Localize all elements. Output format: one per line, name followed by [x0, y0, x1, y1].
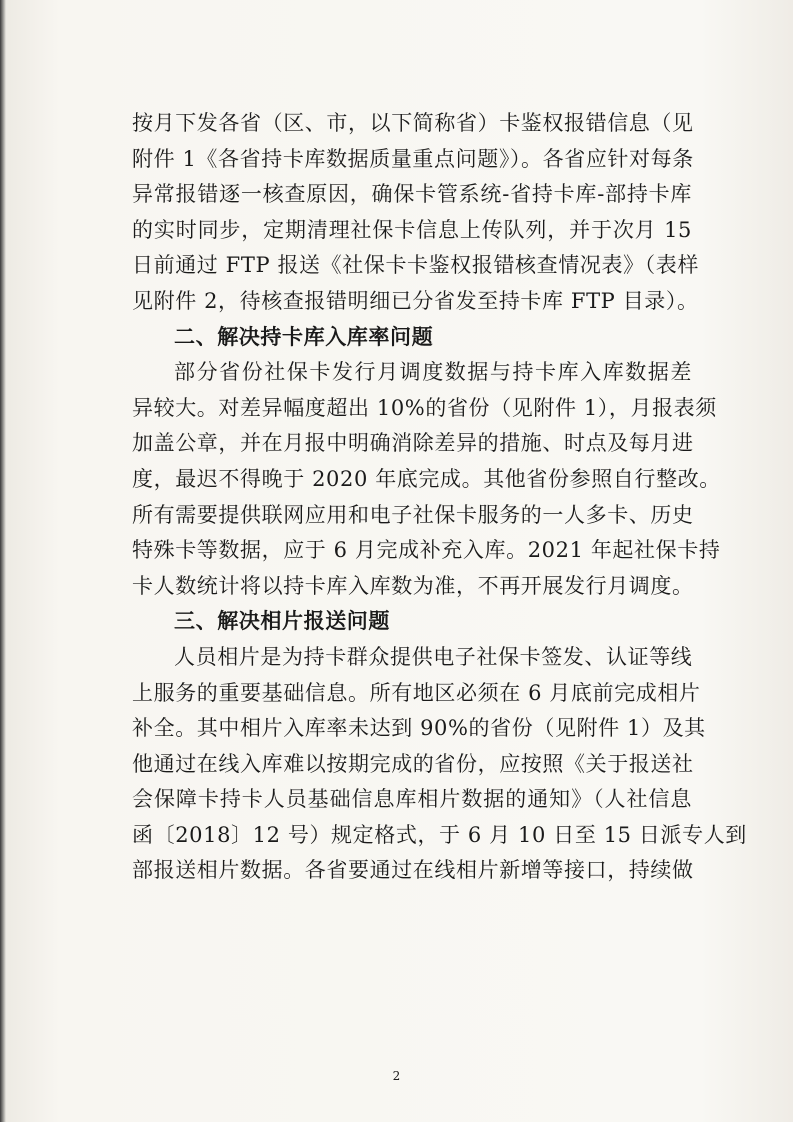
- body-line-22: 部报送相片数据。各省要通过在线相片新增等接口，持续做: [132, 858, 694, 883]
- section-heading-2: 二、解决持卡库入库率问题: [174, 324, 434, 349]
- body-line-8: 部分省份社保卡发行月调度数据与持卡库入库数据差: [174, 360, 692, 385]
- body-line-2: 附件 1《各省持卡库数据质量重点问题》）。各省应针对每条: [132, 146, 694, 171]
- body-line-17: 上服务的重要基础信息。所有地区必须在 6 月底前完成相片: [132, 680, 701, 705]
- body-line-18: 补全。其中相片入库率未达到 90%的省份（见附件 1）及其: [132, 716, 706, 741]
- body-line-19: 他通过在线入库难以按期完成的省份，应按照《关于报送社: [132, 751, 694, 776]
- body-line-13: 特殊卡等数据，应于 6 月完成补充入库。2021 年起社保卡持: [132, 538, 721, 563]
- section-heading-3: 三、解决相片报送问题: [174, 609, 390, 634]
- body-line-6: 见附件 2，待核查报错明细已分省发至持卡库 FTP 目录）。: [132, 288, 699, 313]
- body-line-11: 度，最迟不得晚于 2020 年底完成。其他省份参照自行整改。: [132, 466, 721, 491]
- body-line-4: 的实时同步，定期清理社保卡信息上传队列，并于次月 15: [132, 217, 692, 242]
- body-line-3: 异常报错逐一核查原因，确保卡管系统-省持卡库-部持卡库: [132, 182, 692, 207]
- body-line-14: 卡人数统计将以持卡库入库数为准，不再开展发行月调度。: [132, 573, 694, 598]
- page-number: 2: [392, 1069, 401, 1083]
- body-line-21: 函〔2018〕12 号）规定格式，于 6 月 10 日至 15 日派专人到: [132, 822, 747, 847]
- body-line-20: 会保障卡持卡人员基础信息库相片数据的通知》（人社信息: [132, 787, 692, 812]
- body-line-1: 按月下发各省（区、市，以下简称省）卡鉴权报错信息（见: [132, 111, 694, 135]
- body-line-9: 异较大。对差异幅度超出 10%的省份（见附件 1），月报表须: [132, 395, 717, 420]
- body-line-16: 人员相片是为持卡群众提供电子社保卡签发、认证等线: [174, 644, 693, 669]
- scan-edge-shadow: [0, 0, 6, 1122]
- body-line-5: 日前通过 FTP 报送《社保卡卡鉴权报错核查情况表》（表样: [132, 253, 699, 278]
- body-line-10: 加盖公章，并在月报中明确消除差异的措施、时点及每月进: [132, 431, 694, 456]
- body-line-12: 所有需要提供联网应用和电子社保卡服务的一人多卡、历史: [132, 502, 694, 527]
- document-body: [132, 106, 747, 889]
